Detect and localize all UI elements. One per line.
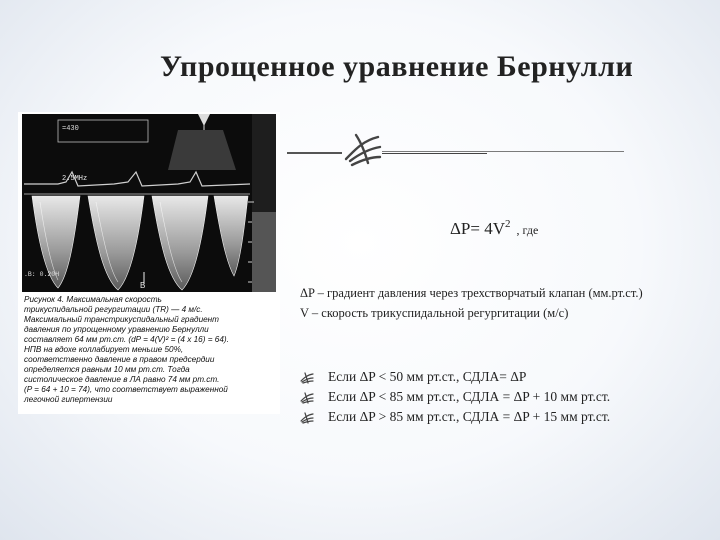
- condition-text: Если ΔP < 50 мм рт.ст., СДЛА= ΔP: [328, 369, 527, 384]
- readout-marker: B: [140, 281, 146, 290]
- condition-item: [300, 387, 710, 407]
- caption-line: Рисунок 4. Максимальная скорость: [24, 295, 162, 304]
- conditions-list: [300, 367, 710, 427]
- wheat-sheaf-bullet-icon: [342, 127, 384, 169]
- caption-line: определяется равным 10 мм рт.ст. Тогда: [24, 365, 190, 374]
- formula-main: ΔP= 4V: [450, 219, 506, 238]
- definition-item: V – скорость трикуспидальной регургитации (м/с): [300, 306, 569, 320]
- caption-line: составляет 64 мм рт.ст. (dP = 4(V)² = (4 x 16) = 64).: [24, 335, 229, 344]
- condition-text: Если ΔP < 85 мм рт.ст., СДЛА = ΔP + 10 мм рт.ст.: [328, 389, 611, 404]
- definitions: [300, 283, 710, 323]
- wheat-sheaf-bullet-icon: [300, 371, 314, 384]
- wheat-sheaf-bullet-icon: [300, 391, 314, 404]
- doppler-figure: [18, 112, 280, 414]
- condition-item: [300, 367, 710, 387]
- caption-line: давления по упрощенному уравнению Бернулли: [24, 325, 209, 334]
- formula-exponent: 2: [505, 218, 511, 230]
- wheat-sheaf-bullet-icon: [300, 411, 314, 424]
- caption-line: систолическое давление в ЛА равно 74 мм рт.ст.: [24, 375, 220, 384]
- formula-suffix: , где: [516, 223, 539, 237]
- caption-line: легочной гипертензии: [24, 395, 113, 404]
- definition-item: ΔP – градиент давления через трехстворчатый клапан (мм.рт.ст.): [300, 286, 643, 300]
- readout-depth: .B: 0.20H: [24, 271, 60, 278]
- caption-line: Максимальный транстрикуспидальный градиент: [24, 315, 219, 324]
- caption-line: НПВ на вдохе коллабирует меньше 50%,: [24, 345, 184, 354]
- bernoulli-formula: [450, 218, 538, 239]
- divider-right: [382, 151, 624, 152]
- readout-line-1: =430: [62, 125, 79, 133]
- caption-line: соответственно давление в правом предсердии: [24, 355, 215, 364]
- condition-text: Если ΔP > 85 мм рт.ст., СДЛА = ΔP + 15 мм рт.ст.: [328, 409, 611, 424]
- slide-title: Упрощенное уравнение Бернулли: [160, 50, 634, 83]
- caption-line: трикуспидальной регургитации (TR) — 4 м/с.: [24, 305, 203, 314]
- caption-line: (P = 64 + 10 = 74), что соответствует выраженной: [24, 385, 228, 394]
- divider-right-accent: [382, 153, 487, 154]
- divider-left: [287, 152, 342, 154]
- readout-frequency: 2.5MHz: [62, 175, 88, 183]
- condition-item: [300, 407, 710, 427]
